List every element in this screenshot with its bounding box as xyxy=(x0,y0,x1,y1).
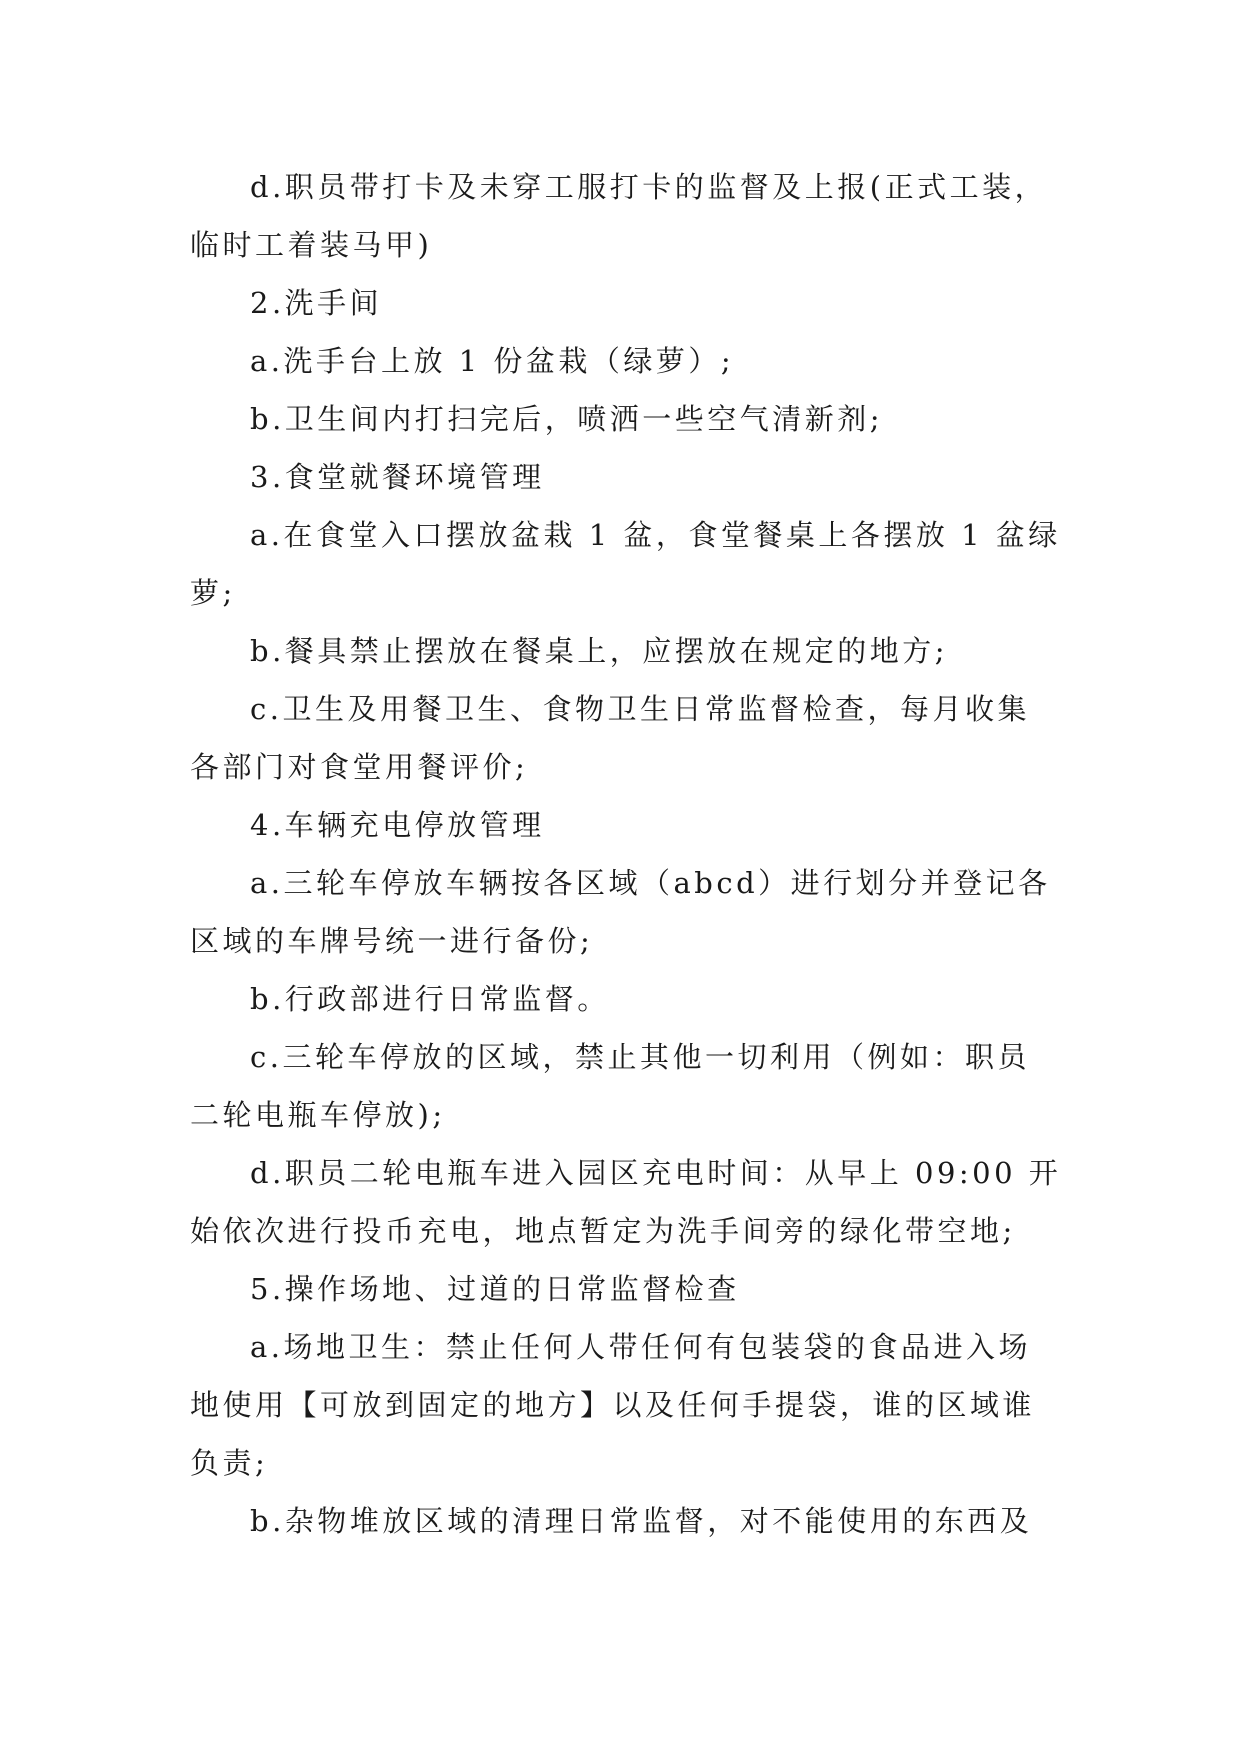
text-line: 始依次进行投币充电，地点暂定为洗手间旁的绿化带空地; xyxy=(190,1214,1016,1248)
section-heading: 3.食堂就餐环境管理 xyxy=(250,460,545,494)
text-line: c.三轮车停放的区域，禁止其他一切利用（例如：职员 xyxy=(250,1040,1030,1074)
text-line: b.杂物堆放区域的清理日常监督，对不能使用的东西及 xyxy=(250,1504,1033,1538)
section-heading: 5.操作场地、过道的日常监督检查 xyxy=(250,1272,740,1306)
text-line: 区域的车牌号统一进行备份; xyxy=(190,924,594,958)
text-line: 二轮电瓶车停放); xyxy=(190,1098,446,1132)
text-line: b.行政部进行日常监督。 xyxy=(250,982,610,1016)
text-line: b.卫生间内打扫完后，喷洒一些空气清新剂; xyxy=(250,402,884,436)
text-line: a.在食堂入口摆放盆栽 1 盆，食堂餐桌上各摆放 1 盆绿 xyxy=(250,518,1061,552)
section-heading: 2.洗手间 xyxy=(250,286,383,320)
text-line: 各部门对食堂用餐评价; xyxy=(190,750,529,784)
text-line: 临时工着装马甲) xyxy=(190,228,433,262)
text-line: a.三轮车停放车辆按各区域（abcd）进行划分并登记各 xyxy=(250,866,1051,900)
text-line: c.卫生及用餐卫生、食物卫生日常监督检查，每月收集 xyxy=(250,692,1030,726)
text-line: 萝; xyxy=(190,576,236,610)
document-body xyxy=(190,158,1090,1550)
text-line: a.洗手台上放 1 份盆栽（绿萝）; xyxy=(250,344,735,378)
text-line: d.职员带打卡及未穿工服打卡的监督及上报(正式工装， xyxy=(250,170,1048,204)
section-heading: 4.车辆充电停放管理 xyxy=(250,808,545,842)
text-line: 地使用【可放到固定的地方】以及任何手提袋，谁的区域谁 xyxy=(190,1388,1036,1422)
text-line: a.场地卫生：禁止任何人带任何有包装袋的食品进入场 xyxy=(250,1330,1032,1364)
text-line: b.餐具禁止摆放在餐桌上，应摆放在规定的地方; xyxy=(250,634,949,668)
text-line: d.职员二轮电瓶车进入园区充电时间：从早上 09:00 开 xyxy=(250,1156,1062,1190)
text-line: 负责; xyxy=(190,1446,269,1480)
